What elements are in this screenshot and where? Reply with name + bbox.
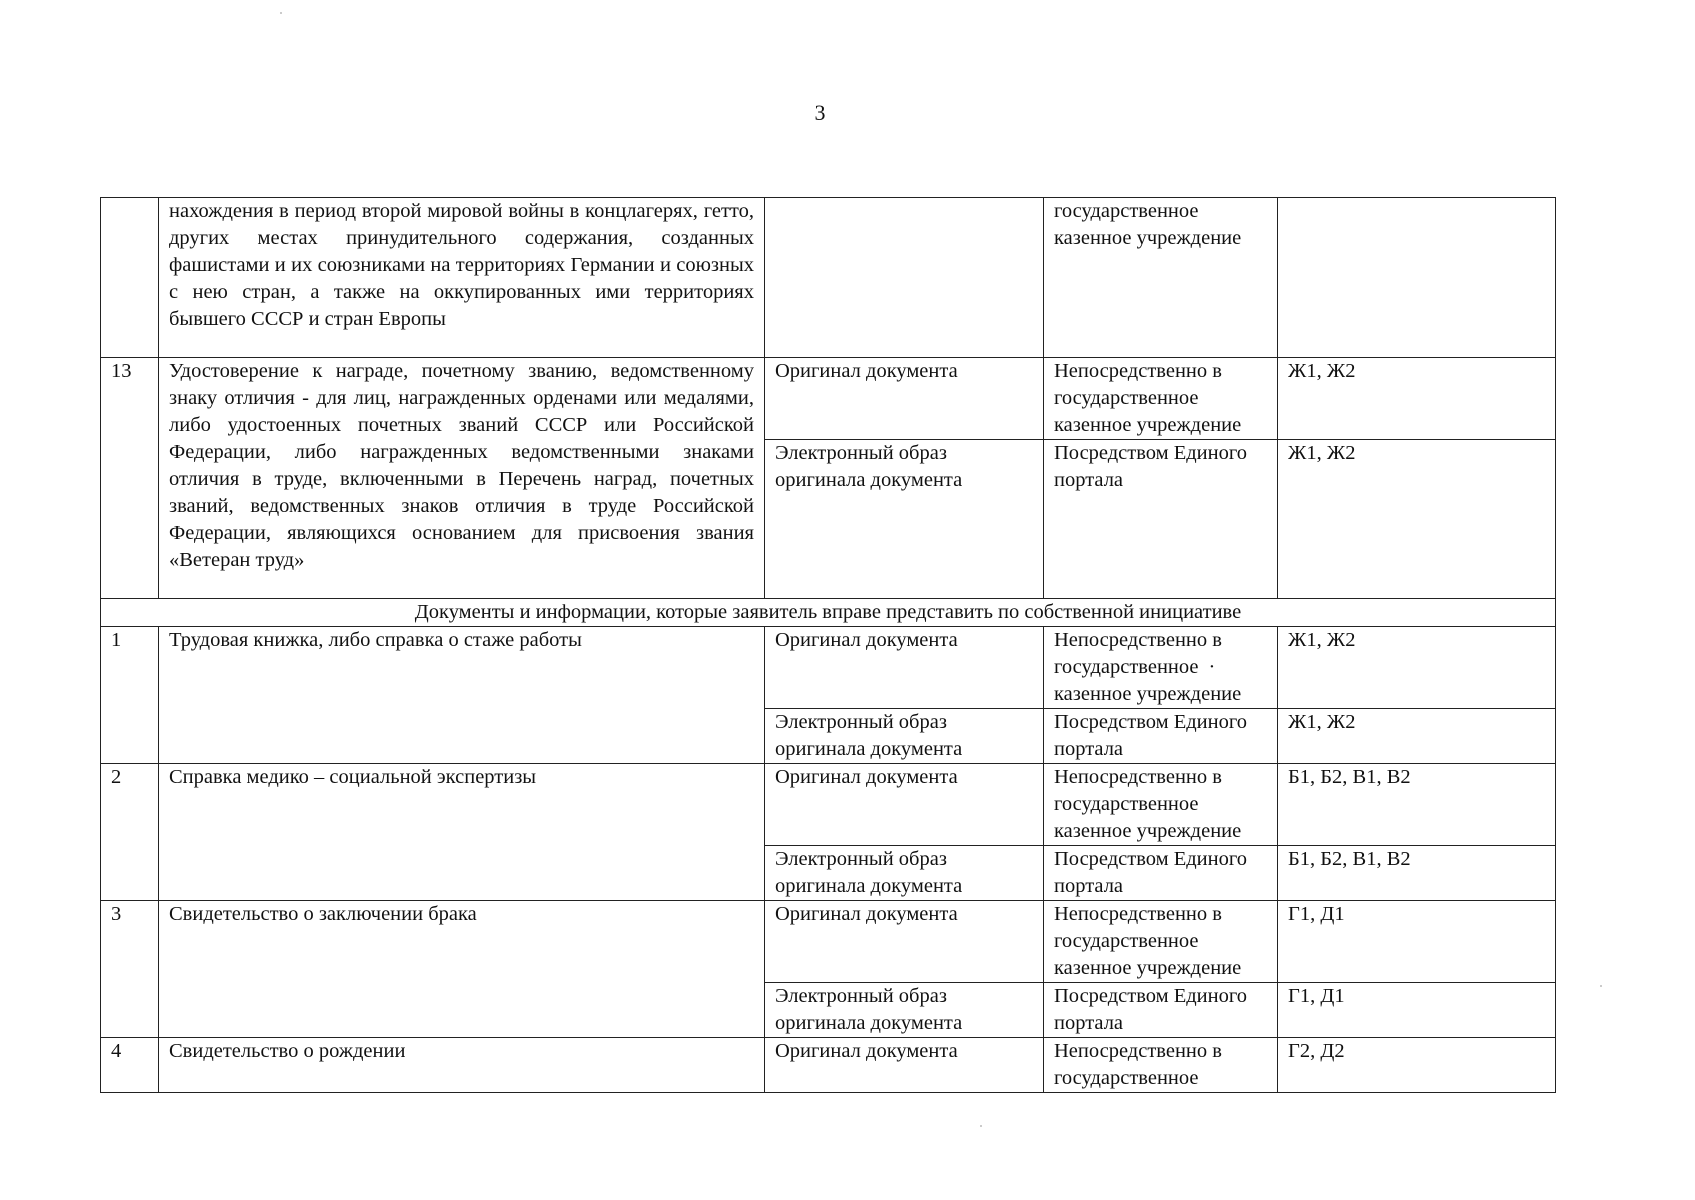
criteria-codes: Ж1, Ж2	[1278, 627, 1556, 709]
submission-method-line: Непосредственно в	[1054, 629, 1222, 651]
submission-method: государственное казенное учреждение	[1044, 198, 1278, 358]
criteria-codes: Г1, Д1	[1278, 901, 1556, 983]
submission-method: Непосредственно в государственное	[1044, 1038, 1278, 1093]
submission-method: Посредством Единого портала	[1044, 440, 1278, 599]
criteria-codes: Б1, Б2, В1, В2	[1278, 764, 1556, 846]
row-number: 1	[101, 627, 159, 764]
submission-method: Непосредственно в государственное казенное учреждение	[1044, 764, 1278, 846]
submission-form: Электронный образ оригинала документа	[765, 983, 1044, 1038]
submission-form: Электронный образ оригинала документа	[765, 846, 1044, 901]
section-title: Документы и информации, которые заявитель вправе представить по собственной инициативе	[101, 599, 1556, 627]
table-row-continuation	[101, 198, 1556, 358]
submission-method-line	[1054, 654, 1267, 681]
document-description: Свидетельство о рождении	[159, 1038, 765, 1093]
row-number: 2	[101, 764, 159, 901]
submission-method	[1044, 627, 1278, 709]
submission-form-cell	[765, 198, 1044, 358]
table-row-2a	[101, 764, 1556, 846]
document-description: Трудовая книжка, либо справка о стаже работы	[159, 627, 765, 764]
criteria-codes: Г1, Д1	[1278, 983, 1556, 1038]
criteria-codes-cell	[1278, 198, 1556, 358]
row-number-cell	[101, 198, 159, 358]
document-description: Справка медико – социальной экспертизы	[159, 764, 765, 901]
table-row-13a	[101, 358, 1556, 440]
criteria-codes: Б1, Б2, В1, В2	[1278, 846, 1556, 901]
page-number: 3	[814, 100, 826, 125]
scan-dot: ·	[1208, 656, 1216, 678]
submission-form: Оригинал документа	[765, 627, 1044, 709]
submission-method: Посредством Единого портала	[1044, 983, 1278, 1038]
document-description: Удостоверение к награде, почетному званию, ведомственному знаку отличия - для лиц, награжденных орденами или медалями, либо удостоенных почетных званий СССР или Российской Федерации, либо награжденных ведомственными знаками отличия в труде, включенными в Перечень наград, почетных званий, ведомственных знаков отличия в труде Российской Федерации, являющихся основанием для присвоения звания «Ветеран труд»	[159, 358, 765, 599]
submission-form: Оригинал документа	[765, 358, 1044, 440]
document-description: нахождения в период второй мировой войны в концлагерях, гетто, других местах принудительного содержания, созданных фашистами и их союзниками на территориях Германии и союзных с нею стран, а также на оккупированных ими территориях бывшего СССР и стран Европы	[159, 198, 765, 358]
scan-speck	[280, 12, 282, 14]
submission-form: Оригинал документа	[765, 901, 1044, 983]
row-number: 13	[101, 358, 159, 599]
submission-method: Посредством Единого портала	[1044, 846, 1278, 901]
submission-form: Электронный образ оригинала документа	[765, 709, 1044, 764]
criteria-codes: Ж1, Ж2	[1278, 440, 1556, 599]
submission-form: Оригинал документа	[765, 1038, 1044, 1093]
documents-table	[100, 197, 1556, 1093]
document-description: Свидетельство о заключении брака	[159, 901, 765, 1038]
criteria-codes: Ж1, Ж2	[1278, 709, 1556, 764]
submission-form: Электронный образ оригинала документа	[765, 440, 1044, 599]
table-row-4	[101, 1038, 1556, 1093]
submission-method: Непосредственно в государственное казенное учреждение	[1044, 901, 1278, 983]
section-header-row	[101, 599, 1556, 627]
row-number: 4	[101, 1038, 159, 1093]
scan-speck	[1600, 985, 1602, 987]
scan-speck	[980, 1125, 982, 1127]
submission-method: Непосредственно в государственное казенное учреждение	[1044, 358, 1278, 440]
table-row-3a	[101, 901, 1556, 983]
table-row-1a	[101, 627, 1556, 709]
criteria-codes: Г2, Д2	[1278, 1038, 1556, 1093]
submission-form: Оригинал документа	[765, 764, 1044, 846]
row-number: 3	[101, 901, 159, 1038]
submission-method: Посредством Единого портала	[1044, 709, 1278, 764]
submission-method-line: казенное учреждение	[1054, 683, 1242, 705]
criteria-codes: Ж1, Ж2	[1278, 358, 1556, 440]
submission-method-text: государственное	[1054, 656, 1199, 678]
